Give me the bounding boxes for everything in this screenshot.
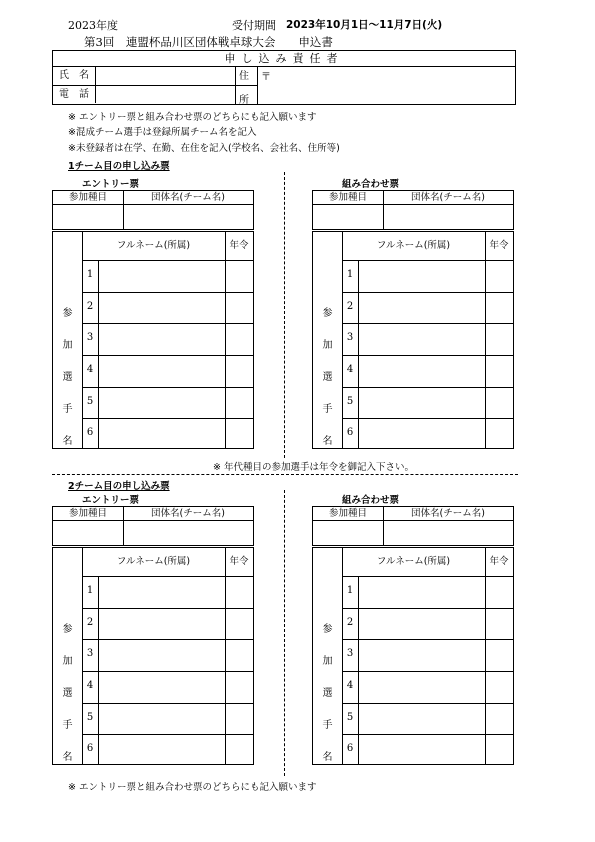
player-number: 3 (86, 332, 94, 344)
event-label: 参加種目 (68, 508, 107, 519)
side-label-char: 選 (322, 372, 333, 383)
player-number: 4 (346, 679, 354, 691)
age-divider (485, 548, 486, 764)
side-label-char: 名 (322, 436, 333, 447)
side-label-char: 手 (322, 720, 333, 731)
note-3: ※未登録者は在学、在勤、在住を記入(学校名、会社名、住所等) (68, 143, 340, 154)
side-label-char: 手 (62, 720, 73, 731)
row-line (342, 355, 513, 356)
player-number: 2 (346, 616, 354, 628)
row-line (342, 576, 513, 577)
player-number: 2 (86, 300, 94, 312)
team-label: 団体名(チーム名) (151, 192, 225, 203)
age-header: 年令 (229, 556, 249, 567)
section-2-heading: 2チーム目の申し込み票 (68, 481, 170, 492)
player-number: 4 (86, 679, 94, 691)
age-header: 年令 (229, 240, 249, 251)
player-number: 5 (86, 711, 94, 723)
side-label-char: 名 (322, 752, 333, 763)
form-title: エントリー票 (82, 495, 140, 506)
age-divider (225, 232, 226, 448)
side-label-char: 加 (62, 340, 73, 351)
row-line (82, 323, 253, 324)
side-label-char: 名 (62, 436, 73, 447)
row-line (342, 703, 513, 704)
team-label: 団体名(チーム名) (411, 192, 485, 203)
form-title: 組み合わせ票 (342, 495, 400, 506)
row-line (342, 671, 513, 672)
number-divider (358, 576, 359, 764)
event-team-box (312, 506, 514, 546)
age-header: 年令 (489, 556, 509, 567)
address-divider (257, 66, 258, 104)
row-line (82, 734, 253, 735)
fullname-header: フルネーム(所属) (116, 556, 191, 567)
side-label-char: 選 (62, 688, 73, 699)
side-label-char: 参 (62, 624, 73, 635)
form-title: エントリー票 (82, 179, 140, 190)
player-number: 1 (86, 584, 94, 596)
side-label-char: 参 (322, 624, 333, 635)
form-title: 組み合わせ票 (342, 179, 400, 190)
side-label-char: 参 (62, 308, 73, 319)
event-team-box (52, 506, 254, 546)
player-number: 1 (346, 584, 354, 596)
side-label-char: 選 (62, 372, 73, 383)
row-line (82, 703, 253, 704)
player-number: 6 (346, 427, 354, 439)
age-note: ※ 年代種目の参加選手は年令を御記入下さい。 (213, 462, 414, 473)
row-line (82, 671, 253, 672)
section-1-heading: 1チーム目の申し込み票 (68, 161, 170, 172)
note-1: ※ エントリー票と組み合わせ票のどちらにも記入願います (68, 112, 317, 123)
period-value: 2023年10月1日～11月7日(火) (286, 19, 443, 31)
fullname-header: フルネーム(所属) (376, 556, 451, 567)
player-number: 1 (86, 268, 94, 280)
players-box (52, 231, 254, 449)
team-label: 団体名(チーム名) (411, 508, 485, 519)
fiscal-year: 2023年度 (68, 19, 118, 32)
event-label: 参加種目 (68, 192, 107, 203)
responsible-title: 申し込み責任者 (53, 51, 515, 67)
event-title: 第3回 連盟杯品川区団体戦卓球大会 申込書 (84, 35, 333, 49)
center-dash-2 (284, 490, 285, 776)
event-label: 参加種目 (328, 508, 367, 519)
age-header: 年令 (489, 240, 509, 251)
fullname-header: フルネーム(所属) (376, 240, 451, 251)
player-number: 2 (346, 300, 354, 312)
phone-label: 電 話 (53, 86, 96, 103)
row-line (82, 576, 253, 577)
row-line (82, 608, 253, 609)
fullname-header: フルネーム(所属) (116, 240, 191, 251)
row-line (342, 639, 513, 640)
number-divider (98, 260, 99, 448)
side-label-char: 名 (62, 752, 73, 763)
name-label: 氏 名 (53, 66, 96, 85)
player-number: 6 (86, 427, 94, 439)
row-line (342, 418, 513, 419)
age-divider (225, 548, 226, 764)
players-box (52, 547, 254, 765)
event-team-box (52, 190, 254, 230)
address-label-top: 住 (239, 71, 249, 82)
players-box (312, 231, 514, 449)
address-label-divider (235, 66, 236, 104)
center-dash-1 (284, 172, 285, 458)
player-number: 5 (346, 395, 354, 407)
row-line (342, 608, 513, 609)
name-row (53, 66, 257, 86)
player-number: 5 (86, 395, 94, 407)
row-line (342, 323, 513, 324)
row-line (82, 639, 253, 640)
row-line (342, 734, 513, 735)
row-line (342, 387, 513, 388)
number-divider (358, 260, 359, 448)
side-label-char: 手 (322, 404, 333, 415)
side-label-char: 参 (322, 308, 333, 319)
player-number: 1 (346, 268, 354, 280)
player-number: 6 (86, 743, 94, 755)
player-number: 4 (86, 363, 94, 375)
row-line (82, 355, 253, 356)
players-box (312, 547, 514, 765)
section-divider (52, 474, 518, 475)
footer-note: ※ エントリー票と組み合わせ票のどちらにも記入願います (68, 782, 317, 793)
player-number: 2 (86, 616, 94, 628)
side-label-char: 加 (62, 656, 73, 667)
side-label-char: 手 (62, 404, 73, 415)
row-line (82, 418, 253, 419)
phone-row (53, 86, 257, 103)
responsible-table (52, 50, 516, 105)
player-number: 3 (86, 648, 94, 660)
row-line (82, 260, 253, 261)
row-line (82, 292, 253, 293)
address-label-bottom: 所 (239, 95, 249, 106)
age-divider (485, 232, 486, 448)
side-label-char: 加 (322, 656, 333, 667)
row-line (82, 387, 253, 388)
period-label: 受付期間 (232, 19, 276, 32)
player-number: 3 (346, 648, 354, 660)
player-number: 3 (346, 332, 354, 344)
event-team-box (312, 190, 514, 230)
side-label-char: 選 (322, 688, 333, 699)
side-label-char: 加 (322, 340, 333, 351)
row-line (342, 260, 513, 261)
number-divider (98, 576, 99, 764)
row-line (342, 292, 513, 293)
postal-mark: 〒 (261, 72, 271, 83)
note-2: ※混成チーム選手は登録所属チーム名を記入 (68, 127, 257, 138)
team-label: 団体名(チーム名) (151, 508, 225, 519)
player-number: 4 (346, 363, 354, 375)
event-label: 参加種目 (328, 192, 367, 203)
player-number: 6 (346, 743, 354, 755)
player-number: 5 (346, 711, 354, 723)
